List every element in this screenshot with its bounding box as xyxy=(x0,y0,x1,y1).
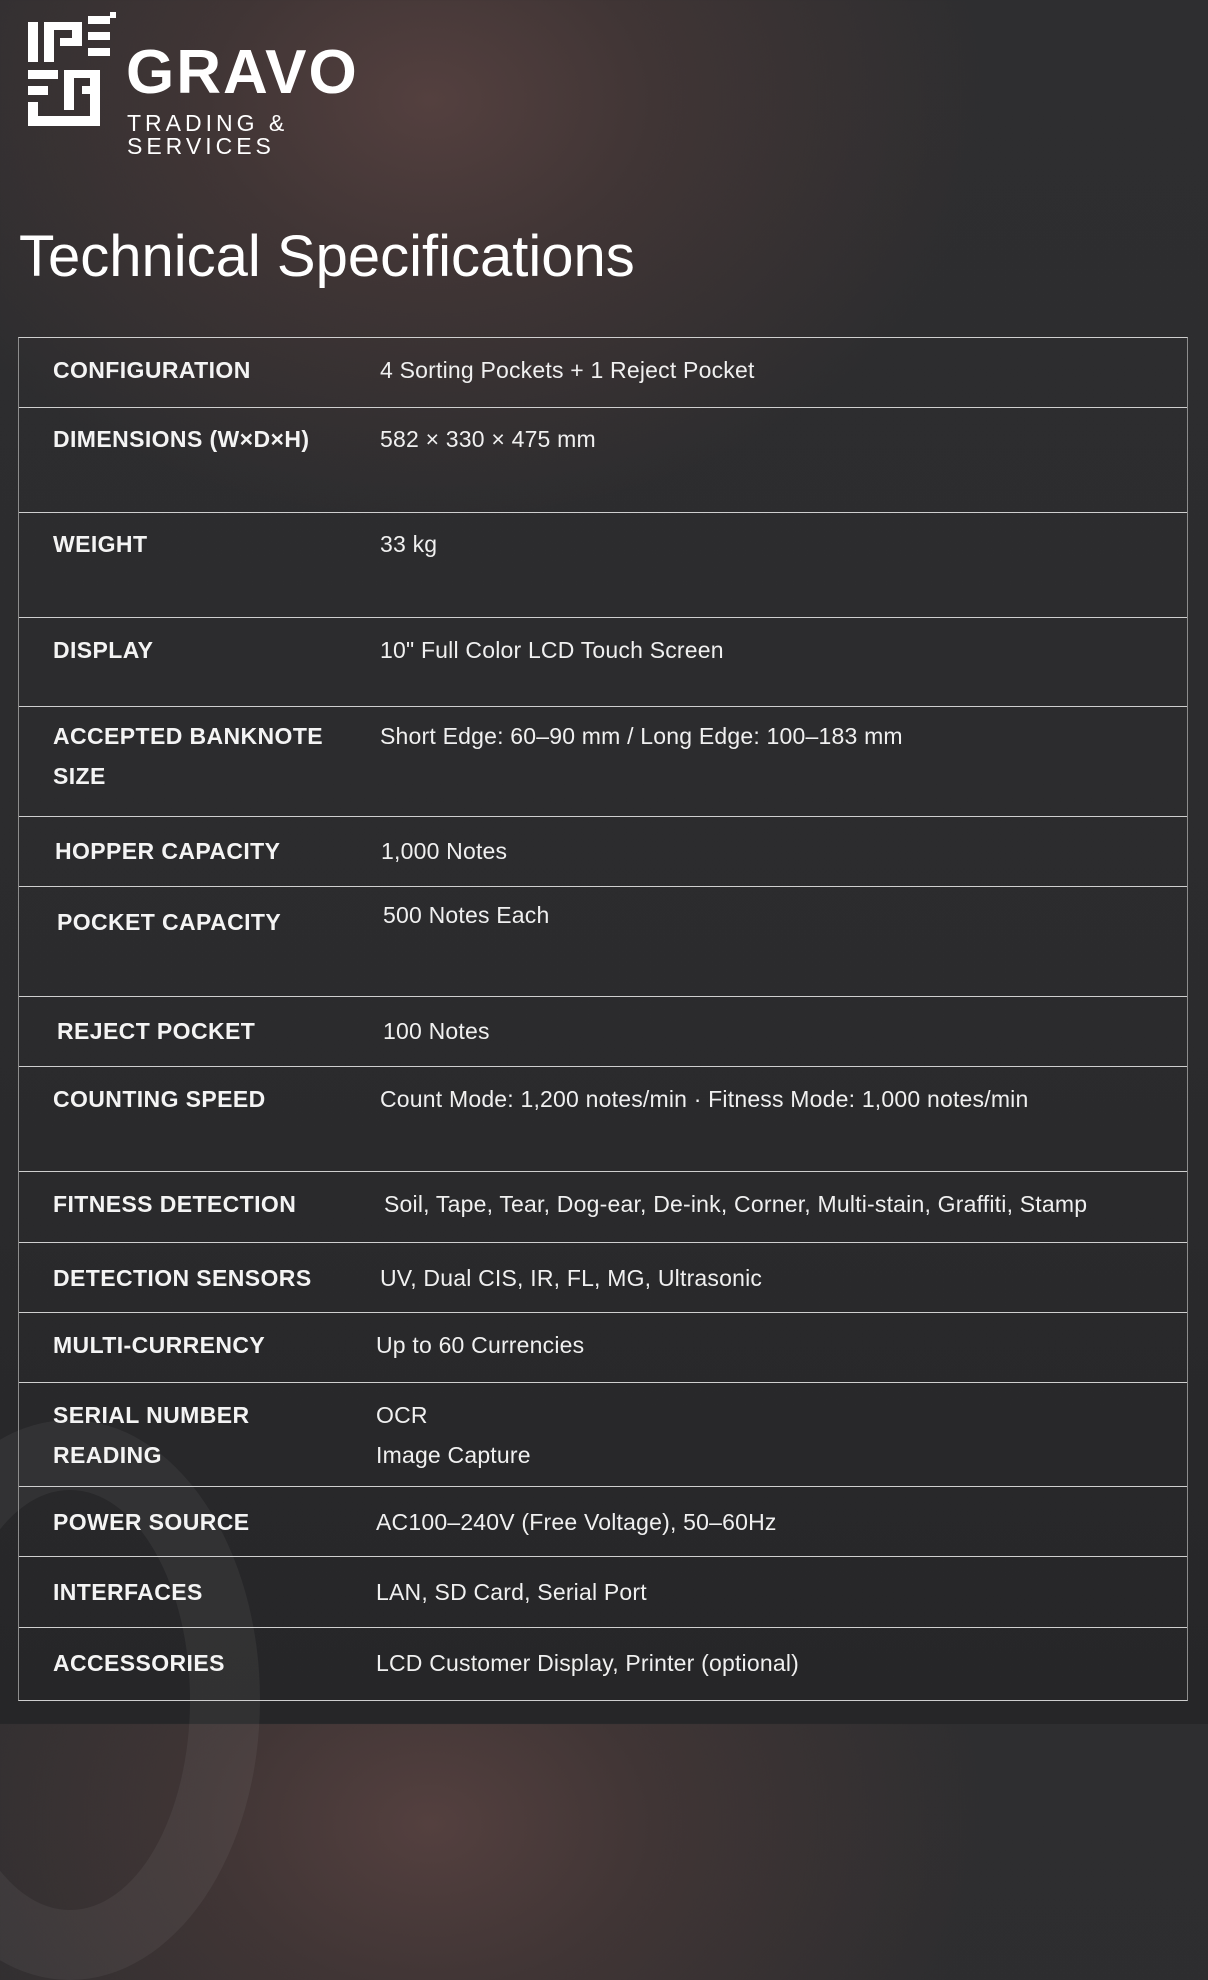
spec-row-multi-currency xyxy=(19,1313,1187,1383)
spec-value: 500 Notes Each xyxy=(383,902,550,928)
spec-label: REJECT POCKET xyxy=(57,1018,256,1044)
company-logo xyxy=(26,12,406,159)
spec-row-power-source xyxy=(19,1487,1187,1557)
spec-row-counting-speed xyxy=(19,1067,1187,1172)
spec-value: 582 × 330 × 475 mm xyxy=(380,426,596,452)
spec-label: WEIGHT xyxy=(53,531,148,557)
spec-label: INTERFACES xyxy=(53,1579,203,1605)
spec-row-display xyxy=(19,618,1187,707)
spec-row-hopper-capacity xyxy=(19,817,1187,887)
spec-row-fitness-detection xyxy=(19,1172,1187,1243)
spec-value: 4 Sorting Pockets + 1 Reject Pocket xyxy=(380,357,755,383)
spec-label: FITNESS DETECTION xyxy=(53,1191,297,1217)
brand-name: GRAVO xyxy=(126,38,359,107)
spec-row-reject-pocket xyxy=(19,997,1187,1067)
spec-label: POCKET CAPACITY xyxy=(57,909,282,935)
spec-row-configuration xyxy=(19,338,1187,408)
spec-label: DIMENSIONS (W×D×H) xyxy=(53,426,310,452)
spec-row-detection-sensors xyxy=(19,1243,1187,1313)
spec-value: Soil, Tape, Tear, Dog-ear, De-ink, Corner, Multi-stain, Graffiti, Stamp xyxy=(384,1191,1088,1217)
spec-label: HOPPER CAPACITY xyxy=(55,838,281,864)
spec-row-pocket-capacity xyxy=(19,887,1187,997)
spec-label: ACCESSORIES xyxy=(53,1650,225,1676)
spec-value: 10" Full Color LCD Touch Screen xyxy=(380,637,724,663)
spec-label: POWER SOURCE xyxy=(53,1509,250,1535)
spec-value-line: Image Capture xyxy=(376,1442,531,1468)
spec-row-banknote-size xyxy=(19,707,1187,817)
spec-value xyxy=(376,1395,1177,1475)
spec-row-serial-number xyxy=(19,1383,1187,1487)
spec-label: COUNTING SPEED xyxy=(53,1086,266,1112)
spec-label: SERIAL NUMBER READING xyxy=(53,1402,250,1468)
spec-value: LAN, SD Card, Serial Port xyxy=(376,1579,647,1605)
spec-value: LCD Customer Display, Printer (optional) xyxy=(376,1650,799,1676)
spec-value-line: OCR xyxy=(376,1402,428,1428)
spec-row-dimensions xyxy=(19,408,1187,513)
spec-row-weight xyxy=(19,513,1187,618)
spec-table xyxy=(18,337,1188,1701)
spec-value: Count Mode: 1,200 notes/min · Fitness Mode: 1,000 notes/min xyxy=(380,1086,1029,1112)
spec-value: UV, Dual CIS, IR, FL, MG, Ultrasonic xyxy=(380,1265,763,1291)
spec-label: DISPLAY xyxy=(53,637,154,663)
spec-label: ACCEPTED BANKNOTE SIZE xyxy=(53,723,324,789)
spec-value: 33 kg xyxy=(380,531,438,557)
spec-value: AC100–240V (Free Voltage), 50–60Hz xyxy=(376,1509,777,1535)
spec-row-accessories xyxy=(19,1628,1187,1700)
spec-value: Short Edge: 60–90 mm / Long Edge: 100–183 mm xyxy=(380,723,903,749)
spec-label: CONFIGURATION xyxy=(53,357,251,383)
page-title: Technical Specifications xyxy=(19,224,635,289)
spec-label: MULTI-CURRENCY xyxy=(53,1332,266,1358)
spec-value: 1,000 Notes xyxy=(381,838,508,864)
logo-mark-icon xyxy=(26,12,116,127)
spec-value: Up to 60 Currencies xyxy=(376,1332,585,1358)
spec-value: 100 Notes xyxy=(383,1018,490,1044)
spec-row-interfaces xyxy=(19,1557,1187,1628)
spec-label: DETECTION SENSORS xyxy=(53,1265,312,1291)
brand-tagline: TRADING & SERVICES xyxy=(127,110,289,159)
